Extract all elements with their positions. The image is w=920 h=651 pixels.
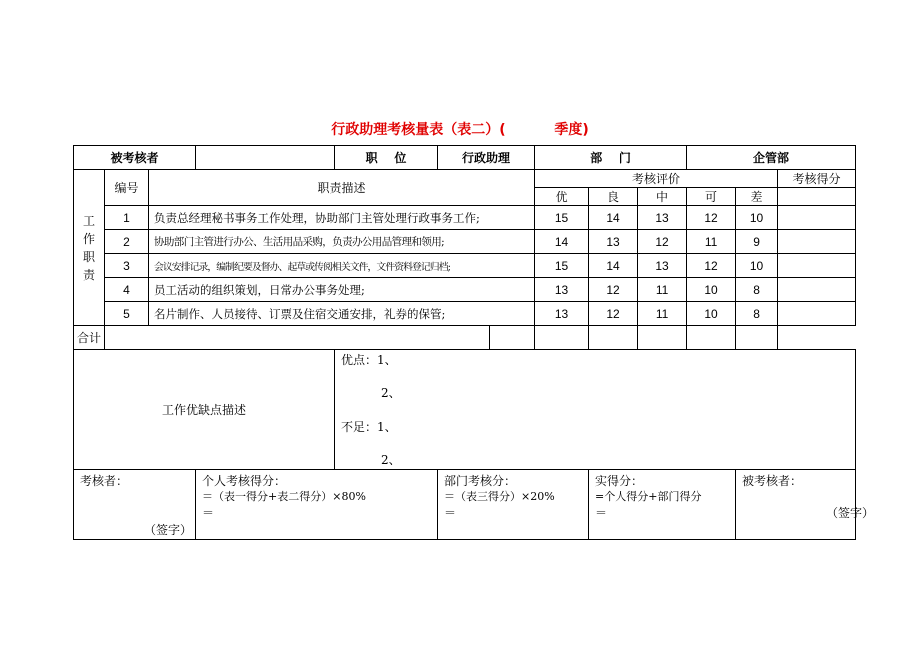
dept-eq: ＝ (444, 506, 457, 520)
row-score-input[interactable] (778, 302, 856, 326)
actual-score-cell[interactable] (589, 470, 736, 540)
score-cell: 9 (736, 230, 778, 254)
section-label-duties: 工作职责 (74, 170, 105, 326)
total-cell[interactable] (638, 326, 687, 350)
total-cell[interactable] (687, 326, 736, 350)
score-subheader (778, 188, 856, 206)
department-value[interactable]: 企管部 (687, 146, 856, 170)
row-description: 负责总经理秘书事务工作处理，协助部门主管处理行政事务工作; (149, 206, 535, 230)
cons-line-1: 不足：1、 (341, 420, 397, 434)
assessor-sign: （签字） (144, 523, 193, 537)
examinee-label: 被考核者 (74, 146, 196, 170)
col-score: 考核得分 (778, 170, 856, 188)
position-label: 职 位 (335, 146, 438, 170)
score-cell: 10 (687, 302, 736, 326)
row-description: 协助部门主管进行办公、生活用品采购，负责办公用品管理和领用; (149, 230, 535, 254)
score-cell: 14 (535, 230, 589, 254)
score-cell: 12 (687, 206, 736, 230)
score-cell: 8 (736, 302, 778, 326)
table-row (74, 230, 856, 254)
row-number: 2 (105, 230, 149, 254)
row-number: 5 (105, 302, 149, 326)
score-cell: 13 (535, 302, 589, 326)
score-cell: 15 (535, 254, 589, 278)
personal-score-cell[interactable] (196, 470, 438, 540)
score-cell: 12 (638, 230, 687, 254)
actual-eq: ＝ (595, 506, 608, 520)
grade-excellent: 优 (535, 188, 589, 206)
row-number: 1 (105, 206, 149, 230)
score-cell: 13 (535, 278, 589, 302)
personal-eq: ＝ (202, 506, 215, 520)
row-score-input[interactable] (778, 254, 856, 278)
cons-line-2: 2、 (381, 453, 401, 467)
total-cell[interactable] (589, 326, 638, 350)
dept-formula: ＝（表三得分）×20% (444, 490, 555, 503)
score-cell: 12 (589, 278, 638, 302)
score-cell: 11 (687, 230, 736, 254)
assessor-cell[interactable] (74, 470, 196, 540)
strengths-content[interactable] (335, 350, 856, 470)
score-cell: 15 (535, 206, 589, 230)
col-description: 职责描述 (149, 170, 535, 206)
row-number: 3 (105, 254, 149, 278)
row-score-input[interactable] (778, 206, 856, 230)
score-cell: 14 (589, 206, 638, 230)
score-cell: 13 (589, 230, 638, 254)
total-cell[interactable] (535, 326, 589, 350)
personal-label: 个人考核得分： (202, 474, 287, 488)
col-number: 编号 (105, 170, 149, 206)
pros-line-2: 2、 (381, 386, 401, 400)
score-cell: 10 (736, 254, 778, 278)
page-title: 行政助理考核量表（表二）( 季度) (331, 122, 589, 138)
row-score-input[interactable] (778, 230, 856, 254)
grade-good: 良 (589, 188, 638, 206)
row-description: 名片制作、人员接待、订票及住宿交通安排，礼券的保管; (149, 302, 535, 326)
score-cell: 8 (736, 278, 778, 302)
examinee-sign: （签字） (826, 506, 875, 520)
score-cell: 12 (687, 254, 736, 278)
row-number: 4 (105, 278, 149, 302)
score-cell: 12 (589, 302, 638, 326)
examinee-sign-cell[interactable] (736, 470, 875, 540)
strengths-label: 工作优缺点描述 (74, 350, 335, 470)
grade-fair: 可 (687, 188, 736, 206)
score-cell: 13 (638, 254, 687, 278)
assessment-table (73, 145, 875, 540)
column-header-row (74, 170, 856, 188)
total-score-cell[interactable] (736, 326, 778, 350)
position-value[interactable]: 行政助理 (438, 146, 535, 170)
row-score-input[interactable] (778, 278, 856, 302)
examinee-sign-label: 被考核者： (742, 474, 803, 488)
score-cell: 10 (687, 278, 736, 302)
total-cell[interactable] (490, 326, 535, 350)
strengths-row (74, 350, 856, 470)
score-cell: 11 (638, 278, 687, 302)
score-cell: 13 (638, 206, 687, 230)
pros-line-1: 优点：1、 (341, 353, 397, 367)
score-cell: 14 (589, 254, 638, 278)
score-cell: 10 (736, 206, 778, 230)
assessor-label: 考核者： (80, 474, 129, 488)
table-row (74, 278, 856, 302)
grade-poor: 差 (736, 188, 778, 206)
personal-formula: ＝（表一得分+表二得分）×80% (202, 490, 366, 503)
examinee-value[interactable] (196, 146, 335, 170)
grade-average: 中 (638, 188, 687, 206)
header-row (74, 146, 856, 170)
dept-score-cell[interactable] (438, 470, 589, 540)
total-row (74, 326, 856, 350)
row-description: 员工活动的组织策划，日常办公事务处理; (149, 278, 535, 302)
actual-label: 实得分： (595, 474, 644, 488)
score-cell: 11 (638, 302, 687, 326)
col-evaluation: 考核评价 (535, 170, 778, 188)
total-desc-cell (105, 326, 490, 350)
dept-label: 部门考核分： (444, 474, 517, 488)
table-row (74, 254, 856, 278)
department-label: 部 门 (535, 146, 687, 170)
table-row (74, 206, 856, 230)
total-label: 合计 (74, 326, 105, 350)
row-description: 会议安排记录，编制纪要及督办、起草或传阅相关文件，文件资料登记归档; (149, 254, 535, 278)
table-row (74, 302, 856, 326)
actual-formula: =个人得分+部门得分 (595, 490, 702, 503)
signoff-row (74, 470, 856, 540)
